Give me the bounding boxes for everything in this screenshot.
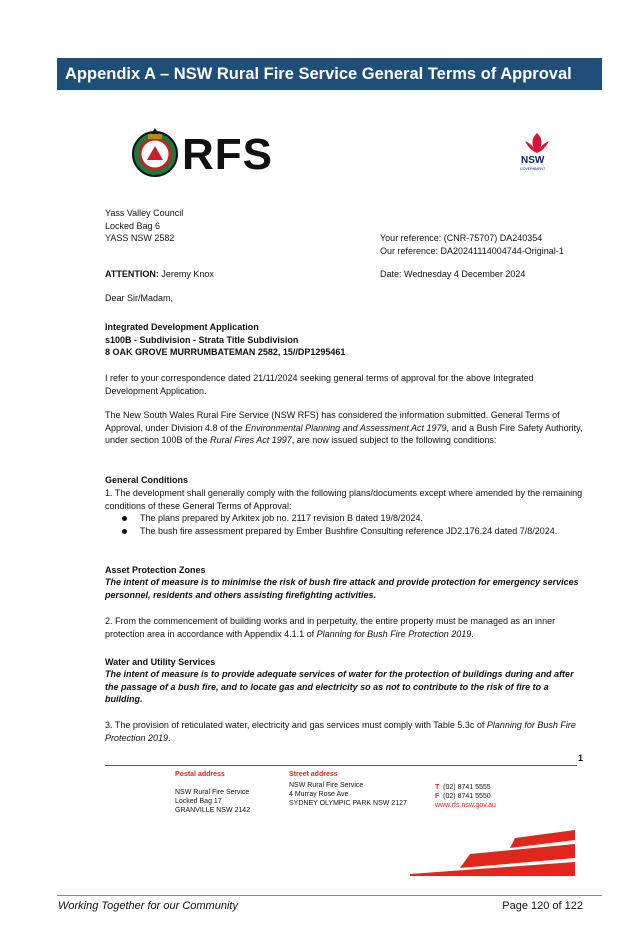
attention-name: Jeremy Knox [161,269,214,279]
condition-1-bullets [105,512,585,537]
postal-address-label: Postal address [175,771,225,778]
phone-label: T [435,784,440,791]
recipient-address [105,207,183,245]
address-line: Yass Valley Council [105,208,184,218]
attention-line [105,268,214,281]
apz-intent: The intent of measure is to minimise the risk of bush fire attack and provide protection for emergency services personnel, residents and others assisting firefighting activities. [105,577,579,600]
street-line: NSW Rural Fire Service [289,782,364,789]
water-heading: Water and Utility Services [105,657,216,667]
subject-line: Integrated Development Application [105,322,259,332]
postal-line: Locked Bag 17 [175,798,222,805]
appendix-banner: Appendix A – NSW Rural Fire Service General Terms of Approval [57,58,602,90]
website-link[interactable]: www.rfs.nsw.gov.au [435,802,496,809]
act-title: Rural Fires Act 1997 [210,435,292,445]
water-intent: The intent of measure is to provide adequate services of water for the protection of buildings during and after the passage of a bush fire, and to locate gas and electricity so as not to contribute to the risk of fire to a building. [105,669,574,704]
your-reference: Your reference: (CNR-75707) DA240354 [380,233,543,243]
text-span: The New South Wales Rural Fire Service (NSW RFS) has considered the information submitted. General Terms of Approval, under Division 4.8 of the [105,410,560,433]
postal-line: NSW Rural Fire Service [175,789,250,796]
address-line: Locked Bag 6 [105,220,161,231]
phone-number: (02) 8741 5555 [443,784,491,791]
paragraph-consideration [105,409,585,447]
address-line: YASS NSW 2582 [105,233,175,243]
street-line: 4 Murray Rose Ave [289,791,349,798]
act-title: Environmental Planning and Assessment Act 1979 [245,422,447,433]
subject-line: 8 OAK GROVE MURRUMBATEMAN 2582, 15//DP1295461 [105,347,346,357]
bullet-item: The plans prepared by Arkitex job no. 2117 revision B dated 19/8/2024. [105,512,585,525]
letter-date: Date: Wednesday 4 December 2024 [380,269,526,279]
salutation: Dear Sir/Madam, [105,293,174,303]
reference-block [380,232,564,257]
general-conditions-heading: General Conditions [105,475,189,485]
fax-number: (02) 8741 5550 [443,793,491,800]
apz-heading: Asset Protection Zones [105,565,206,575]
doc-title: Planning for Bush Fire Protection 2019 [316,628,472,639]
contact-block [435,783,496,810]
text-span: 3. The provision of reticulated water, electricity and gas services must comply with Table 5.3c of [105,720,487,730]
subject-line: s100B - Subdivision - Strata Title Subdivision [105,334,299,345]
condition-2 [105,615,585,640]
page-footer-tagline: Working Together for our Community [58,900,238,912]
nsw-logo-text: NSW [521,155,545,166]
text-span: , are now issued subject to the following conditions: [291,435,497,445]
letter-page-number: 1 [578,753,584,763]
footer-divider [105,765,577,766]
waratah-icon [520,132,554,154]
condition-3 [105,719,585,744]
condition-1: 1. The development shall generally comply with the following plans/documents except where amended by the remaining conditions of these General Terms of Approval: [105,488,583,511]
doc-title: Planning for Bush Fire Protection 2019 [105,720,576,743]
street-line: SYDNEY OLYMPIC PARK NSW 2127 [289,800,407,807]
our-reference: Our reference: DA20241114004744-Original-1 [380,245,564,256]
subject-block [105,321,345,359]
postal-line: GRANVILLE NSW 2142 [175,807,251,814]
page-footer-rule [57,895,602,896]
fax-label: F [435,793,440,800]
page-footer-page-number: Page 120 of 122 [502,900,583,912]
nsw-government-text: GOVERNMENT [520,167,546,171]
rfs-swoosh-graphic [410,826,575,876]
street-address-block [289,771,407,808]
bullet-item: The bush fire assessment prepared by Ember Bushfire Consulting reference JD2.176.24 dated 7/8/2024. [105,525,585,538]
postal-address-block [175,771,250,815]
text-span: . [471,628,474,639]
attention-label: ATTENTION: [105,269,159,279]
rfs-logo-text: RFS [182,130,273,179]
text-span: , and a Bush Fire Safety Authority, under section 100B of the [105,422,583,445]
rfs-emblem-icon [130,126,180,178]
text-span: . [168,732,171,743]
paragraph-correspondence: I refer to your correspondence dated 21/11/2024 seeking general terms of approval for the above Integrated Development Application. [105,373,534,396]
street-address-label: Street address [289,771,338,778]
text-span: 2. From the commencement of building works and in perpetuity, the entire property must be managed as an inner protection area in accordance with Appendix 4.1.1 of [105,616,556,639]
